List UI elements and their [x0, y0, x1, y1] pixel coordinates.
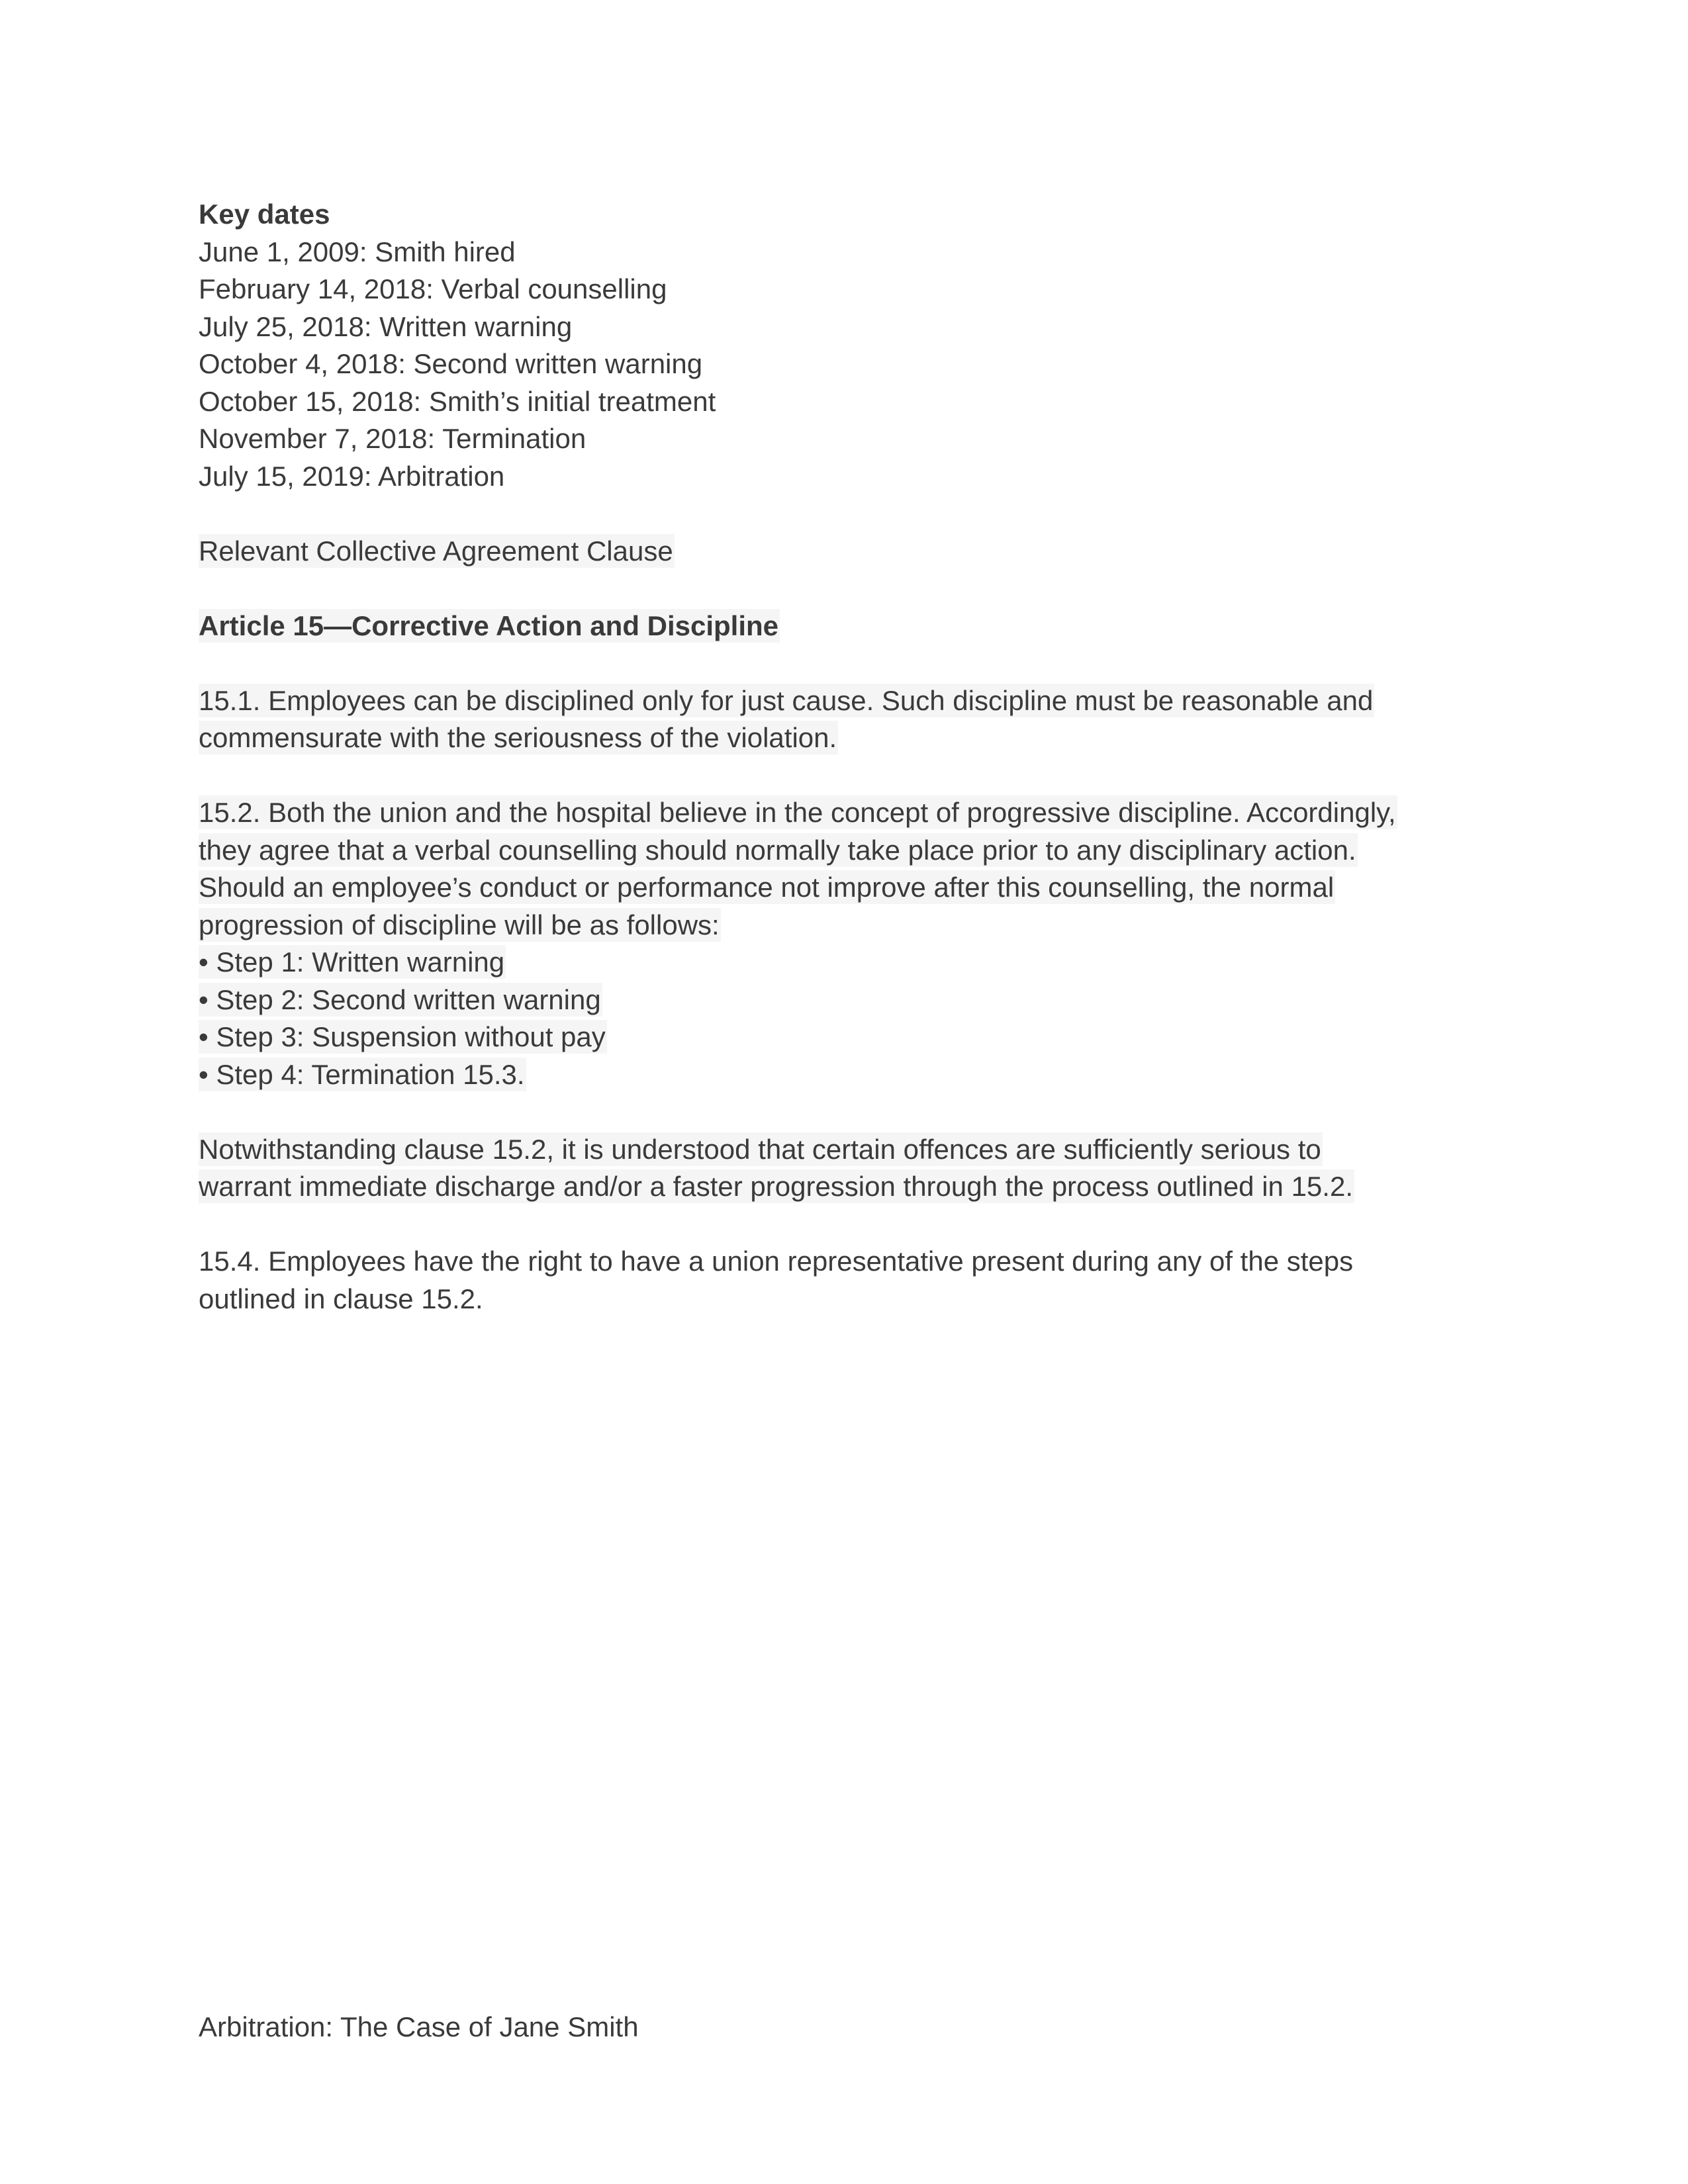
discipline-step: • Step 4: Termination 15.3.: [199, 1058, 525, 1090]
key-date-item: July 25, 2018: Written warning: [199, 310, 573, 342]
key-date-item: June 1, 2009: Smith hired: [199, 236, 516, 267]
clause-section-title: Relevant Collective Agreement Clause: [199, 535, 673, 567]
key-date-item: July 15, 2019: Arbitration: [199, 460, 505, 492]
key-date-item: October 4, 2018: Second written warning: [199, 348, 703, 379]
clause-text-line: commensurate with the seriousness of the violation.: [199, 722, 837, 753]
clause-text-line: progression of discipline will be as follows:: [199, 909, 720, 940]
clause-text-line: 15.2. Both the union and the hospital believe in the concept of progressive discipline. Accordingly,: [199, 797, 1396, 828]
clause-text-line: 15.1. Employees can be disciplined only for just cause. Such discipline must be reasonable and: [199, 684, 1374, 716]
spacer: [199, 1206, 1496, 1244]
discipline-step: • Step 3: Suspension without pay: [199, 1021, 606, 1052]
article-heading: Article 15—Corrective Action and Discipline: [199, 610, 779, 641]
key-date-item: February 14, 2018: Verbal counselling: [199, 273, 667, 304]
clause-text-line: Should an employee’s conduct or performance not improve after this counselling, the normal: [199, 872, 1335, 903]
key-date-item: October 15, 2018: Smith’s initial treatment: [199, 385, 716, 417]
discipline-step: • Step 2: Second written warning: [199, 983, 601, 1015]
key-dates-heading: Key dates: [199, 199, 330, 230]
clause-15-2: [199, 794, 1496, 1093]
page-footer: Arbitration: The Case of Jane Smith: [199, 2011, 639, 2042]
spacer: [199, 570, 1496, 608]
clause-text-line: 15.4. Employees have the right to have a union representative present during any of the steps: [199, 1246, 1354, 1277]
key-date-item: November 7, 2018: Termination: [199, 423, 586, 454]
discipline-step: • Step 1: Written warning: [199, 946, 505, 978]
clause-text-line: outlined in clause 15.2.: [199, 1283, 483, 1314]
discipline-steps-list: [199, 944, 1496, 1093]
clause-15-3: [199, 1131, 1496, 1206]
clause-text-line: Notwithstanding clause 15.2, it is understood that certain offences are sufficiently serious to: [199, 1133, 1321, 1165]
spacer: [199, 495, 1496, 533]
clause-15-4: [199, 1243, 1496, 1318]
clause-15-1: [199, 682, 1496, 757]
clause-text-line: they agree that a verbal counselling should normally take place prior to any disciplinary action.: [199, 834, 1356, 866]
document-body: [199, 196, 1496, 1318]
spacer: [199, 645, 1496, 682]
spacer: [199, 1093, 1496, 1131]
key-dates-list: [199, 234, 1496, 496]
spacer: [199, 757, 1496, 795]
clause-text-line: warrant immediate discharge and/or a faster progression through the process outlined in 15.2.: [199, 1171, 1353, 1202]
